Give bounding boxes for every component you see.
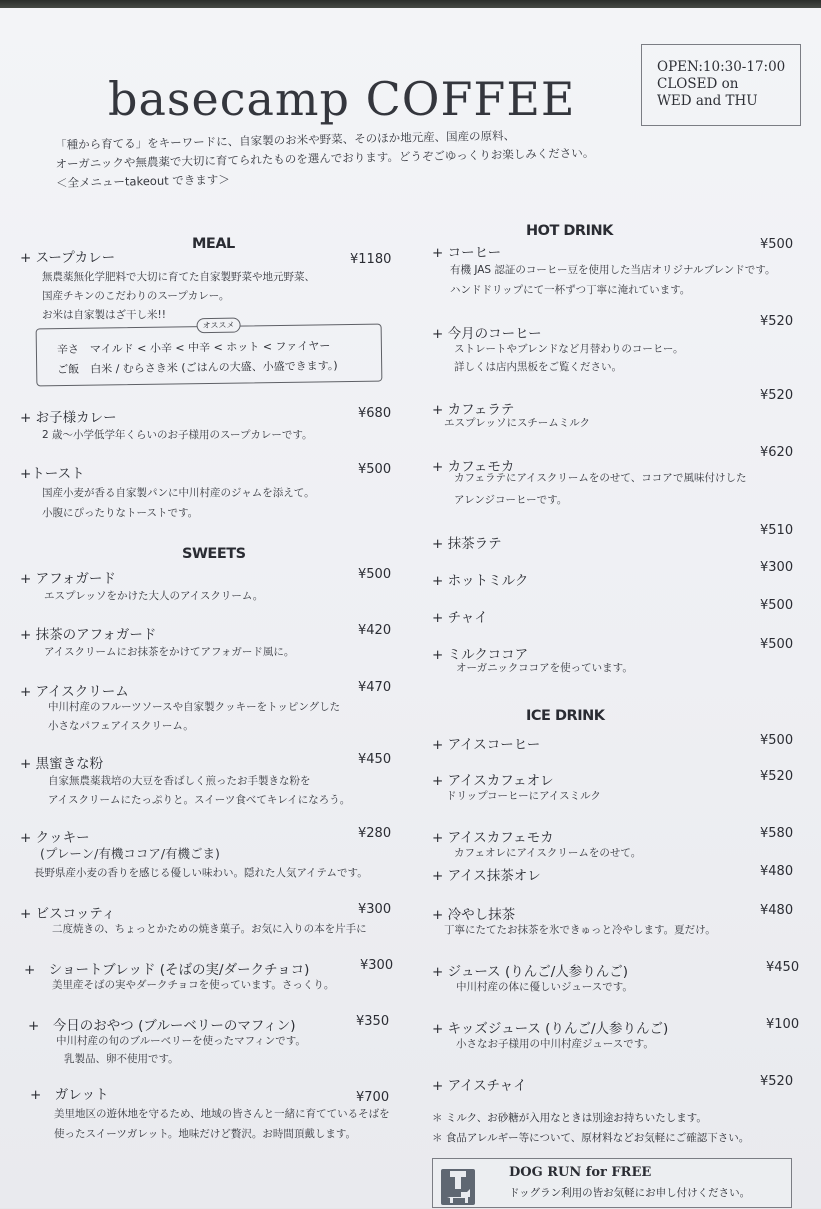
item-desc: 長野県産小麦の香りを感じる優しい味わい。隠れた人気アイテムです。 — [34, 867, 368, 879]
item-desc: 美里地区の遊休地を守るため、地域の皆さんと一緒に育てているそばを — [54, 1108, 390, 1120]
item-price: ¥500 — [760, 637, 794, 652]
item-price: ¥520 — [760, 388, 794, 403]
item-name: + スープカレー — [20, 250, 116, 266]
intro-line: 「種から育てる」をキーワードに、自家製のお米や野菜、そのほか地元産、国産の原料、 — [55, 128, 516, 152]
item-desc: 国産小麦が香る自家製パンに中川村産のジャムを添えて。 — [42, 487, 315, 499]
spice-row: 辛さ マイルド < 小辛 < 中辛 < ホット < ファイヤー — [56, 339, 331, 357]
item-name: + 今月のコーヒー — [432, 326, 542, 342]
item-desc: 中川村産のフルーツソースや自家製クッキーをトッピングした — [48, 701, 341, 713]
opening-hours-box — [641, 44, 801, 126]
item-desc: 中川村産の旬のブルーベリーを使ったマフィンです。 — [56, 1035, 306, 1047]
item-name: + キッズジュース (りんご/人参りんご) — [432, 1021, 669, 1037]
item-desc: 国産チキンのこだわりのスープカレー。 — [42, 290, 230, 302]
item-price: ¥450 — [766, 960, 800, 975]
dog-icon — [441, 1169, 475, 1205]
item-name: + アイスクリーム — [20, 684, 129, 700]
item-name: + 冷やし抹茶 — [432, 907, 516, 923]
item-price: ¥100 — [766, 1017, 800, 1032]
item-desc: お米は自家製はざ干し米!! — [42, 309, 166, 321]
brand-title: basecamp COFFEE — [108, 72, 576, 126]
item-price: ¥420 — [358, 623, 392, 638]
item-desc: エスプレッソにスチームミルク — [444, 417, 591, 429]
footnotes — [432, 1108, 749, 1148]
item-desc: 有機 JAS 認証のコーヒー豆を使用した当店オリジナルブレンドです。 — [450, 264, 776, 276]
item-name: + チャイ — [432, 610, 488, 626]
item-desc: 乳製品、卵不使用です。 — [64, 1053, 179, 1065]
item-price: ¥500 — [760, 237, 794, 252]
item-desc: 2 歳〜小学低学年くらいのお子様用のスープカレーです。 — [42, 429, 313, 441]
item-name: + ビスコッティ — [20, 906, 116, 922]
item-price: ¥520 — [760, 314, 794, 329]
footnote: ＊ ミルク、お砂糖が入用なときは別途お持ちいたします。 — [432, 1112, 707, 1124]
item-name: + ジュース (りんご/人参りんご) — [432, 964, 629, 980]
item-price: ¥480 — [760, 864, 794, 879]
item-price: ¥300 — [360, 958, 394, 973]
item-price: ¥450 — [358, 752, 392, 767]
item-price: ¥500 — [760, 733, 794, 748]
item-price: ¥580 — [760, 826, 794, 841]
item-desc: カフェオレにアイスクリームをのせて。 — [454, 847, 642, 859]
item-name: + アイスコーヒー — [432, 737, 541, 753]
item-price: ¥500 — [358, 567, 392, 582]
item-desc: 美里産そばの実やダークチョコを使っています。さっくり。 — [52, 979, 335, 991]
section-heading-hot-drink: HOT DRINK — [526, 223, 613, 239]
dog-run-subtitle: ドッグラン利用の皆お気軽にお申し付けください。 — [509, 1187, 751, 1199]
item-name: + 抹茶のアフォガード — [20, 627, 157, 643]
item-name: + 抹茶ラテ — [432, 536, 502, 552]
item-desc: 丁寧にたてたお抹茶を氷できゅっと冷やします。夏だけ。 — [444, 924, 716, 936]
item-price: ¥620 — [760, 445, 794, 460]
section-heading-meal: MEAL — [192, 236, 235, 252]
item-price: ¥300 — [760, 560, 794, 575]
item-price: ¥520 — [760, 1074, 794, 1089]
item-desc: カフェラテにアイスクリームをのせて、ココアで風味付けした — [454, 472, 747, 484]
hours-line: WED and THU — [657, 93, 758, 109]
item-desc: オーガニックココアを使っています。 — [456, 662, 633, 674]
item-name: + アイス抹茶オレ — [432, 868, 541, 884]
section-heading-sweets: SWEETS — [182, 546, 246, 562]
item-name: + お子様カレー — [20, 410, 117, 426]
rice-row: ご飯 白米 / むらさき米 (ごはんの大盛、小盛できます。) — [57, 359, 338, 377]
item-desc: ハンドドリップにて一杯ずつ丁寧に淹れています。 — [450, 284, 691, 296]
item-name: + 黒蜜きな粉 — [20, 756, 104, 772]
item-name: + アイスチャイ — [432, 1078, 527, 1094]
dog-run-title: DOG RUN for FREE — [509, 1165, 652, 1180]
item-name: + ホットミルク — [432, 573, 529, 589]
item-price: ¥480 — [760, 903, 794, 918]
item-price: ¥500 — [760, 598, 794, 613]
item-price: ¥470 — [358, 680, 392, 695]
item-desc: 中川村産の体に優しいジュースです。 — [456, 981, 633, 993]
item-price: ¥510 — [760, 523, 794, 538]
item-desc: アイスクリームにたっぷりと。スイーツ食べてキレイになろう。 — [48, 794, 351, 806]
dog-run-box — [432, 1158, 792, 1208]
item-desc: 詳しくは店内黒板をご覧ください。 — [454, 361, 622, 373]
item-price: ¥700 — [356, 1090, 390, 1105]
item-price: ¥500 — [358, 462, 392, 477]
hours-line: CLOSED on — [657, 76, 739, 92]
item-name: + コーヒー — [432, 245, 502, 261]
item-desc: 小さなお子様用の中川村産ジュースです。 — [456, 1038, 654, 1050]
item-name: + ガレット — [30, 1087, 109, 1103]
item-desc: 二度焼きの、ちょっとかための焼き菓子。お気に入りの本を片手に — [52, 923, 367, 935]
item-desc: エスプレッソをかけた大人のアイスクリーム。 — [44, 590, 264, 602]
item-desc: 小さなパフェアイスクリーム。 — [48, 720, 194, 732]
item-desc: アイスクリームにお抹茶をかけてアフォガード風に。 — [44, 646, 295, 658]
intro-line: オーガニックや無農薬で大切に育てられたものを選んでおります。どうぞごゆっくりお楽しみください。 — [55, 145, 595, 171]
intro-line: ＜全メニューtakeout できます＞ — [55, 172, 230, 190]
item-name: + カフェモカ — [432, 459, 515, 475]
item-name: + アイスカフェオレ — [432, 773, 554, 789]
item-desc: アレンジコーヒーです。 — [454, 494, 568, 506]
item-name: + アフォガード — [20, 571, 116, 587]
item-name: +トースト — [20, 466, 85, 482]
item-desc: ストレートやブレンドなど月替わりのコーヒー。 — [454, 343, 684, 355]
item-price: ¥520 — [760, 769, 794, 784]
dog-glyph — [441, 1169, 475, 1205]
footnote: ＊ 食品アレルギー等について、原材料などお気軽にご確認下さい。 — [432, 1132, 750, 1144]
item-desc: 小腹にぴったりなトーストです。 — [42, 507, 199, 519]
spice-options-box — [36, 320, 383, 387]
recommend-tag: オススメ — [196, 318, 240, 334]
item-price: ¥350 — [356, 1014, 390, 1029]
item-desc: (プレーン/有機ココア/有機ごま) — [40, 846, 220, 861]
item-name: + ショートブレッド (そばの実/ダークチョコ) — [24, 962, 310, 978]
item-desc: 使ったスイーツガレット。地味だけど贅沢。お時間頂戴します。 — [54, 1128, 356, 1140]
hours-line: OPEN:10:30-17:00 — [657, 59, 786, 75]
item-desc: 無農薬無化学肥料で大切に育てた自家製野菜や地元野菜、 — [42, 271, 315, 283]
item-name: + ミルクココア — [432, 647, 529, 663]
section-heading-ice-drink: ICE DRINK — [526, 708, 605, 724]
item-desc: 自家無農薬栽培の大豆を香ばしく煎ったお手製きな粉を — [48, 775, 311, 787]
item-price: ¥300 — [358, 902, 392, 917]
item-name: + クッキー — [20, 830, 90, 846]
item-price: ¥280 — [358, 826, 392, 841]
item-name: + アイスカフェモカ — [432, 830, 554, 846]
item-price: ¥680 — [358, 406, 392, 421]
item-name: + 今日のおやつ (ブルーベリーのマフィン) — [28, 1018, 296, 1034]
item-name: + カフェラテ — [432, 402, 515, 418]
item-desc: ドリップコーヒーにアイスミルク — [446, 790, 601, 802]
item-price: ¥1180 — [350, 252, 392, 267]
